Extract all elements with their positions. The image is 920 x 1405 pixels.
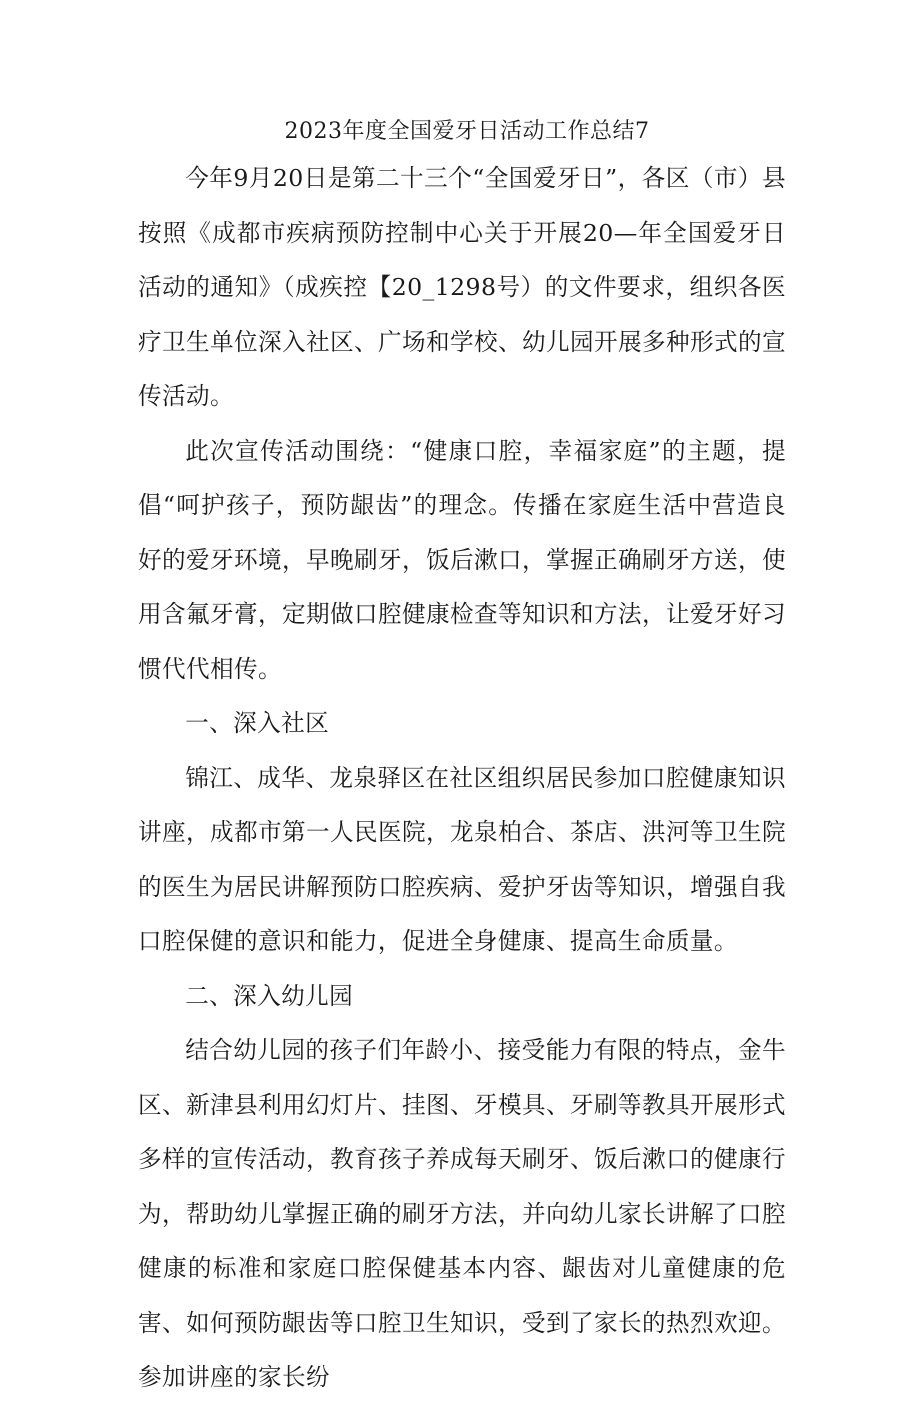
document-body <box>138 113 786 1405</box>
document-title: 2023年度全国爱牙日活动工作总结7 <box>284 119 650 144</box>
section-text-kindergarten: 结合幼儿园的孩子们年龄小、接受能力有限的特点，金牛区、新津县利用幻灯片、挂图、牙模具、牙刷等教具开展形式多样的宣传活动，教育孩子养成每天刷牙、饭后漱口的健康行为，帮助幼儿掌握正确的刷牙方法，并向幼儿家长讲解了口腔健康的标准和家庭口腔保健基本内容、龈齿对儿童健康的危害、如何预防龈齿等口腔卫生知识，受到了家长的热烈欢迎。参加讲座的家长纷 <box>138 1036 786 1391</box>
section-text-community: 锦江、成华、龙泉驿区在社区组织居民参加口腔健康知识讲座，成都市第一人民医院，龙泉柏合、茶店、洪河等卫生院的医生为居民讲解预防口腔疾病、爱护牙齿等知识，增强自我口腔保健的意识和能力，促进全身健康、提高生命质量。 <box>138 763 786 955</box>
theme-paragraph: 此次宣传活动围绕：“健康口腔，幸福家庭”的主题，提倡“呵护孩子，预防龈齿”的理念。传播在家庭生活中营造良好的爱牙环境，早晚刷牙，饭后漱口，掌握正确刷牙方送，使用含氟牙膏，定期做口腔健康检查等知识和方法，让爱牙好习惯代代相传。 <box>138 436 786 683</box>
intro-paragraph: 今年9月20日是第二十三个“全国爱牙日”，各区（市）县按照《成都市疾病预防控制中心关于开展20—年全国爱牙日活动的通知》（成疾控【20_1298号）的文件要求，组织各医疗卫生单位深入社区、广场和学校、幼儿园开展多种形式的宣传活动。 <box>138 164 786 410</box>
section-heading-community: 一、深入社区 <box>185 709 330 737</box>
section-heading-kindergarten: 二、深入幼儿园 <box>185 981 354 1010</box>
